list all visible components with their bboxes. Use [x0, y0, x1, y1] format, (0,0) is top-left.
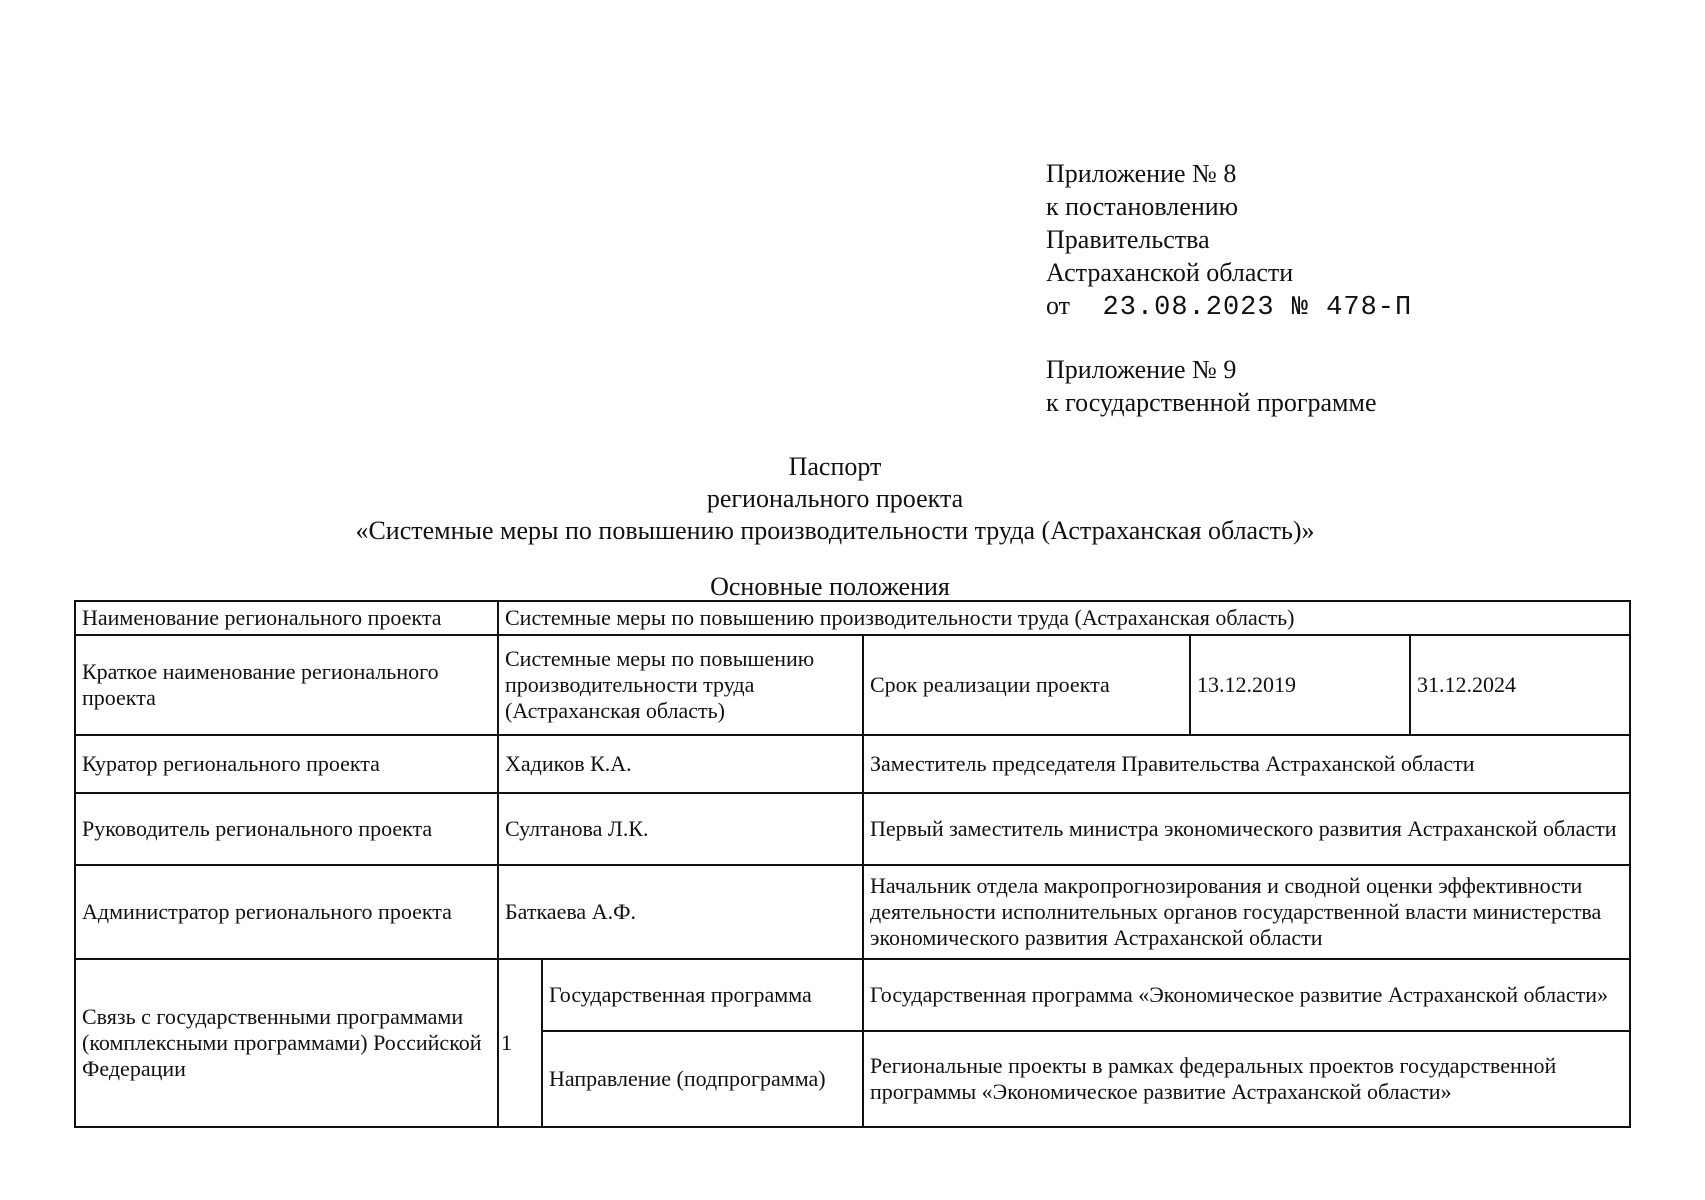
- curator-name: Хадиков К.А.: [498, 735, 863, 793]
- table-cell-label: Наименование регионального проекта: [75, 601, 498, 635]
- appendix-9-block: [1046, 353, 1377, 419]
- appendix-8-line: к постановлению: [1046, 192, 1239, 221]
- program-label: Государственная программа: [542, 959, 863, 1031]
- table-row: [75, 601, 1630, 635]
- term-label: Срок реализации проекта: [863, 635, 1190, 735]
- appendix-8-line: Правительства: [1046, 225, 1210, 254]
- table-cell-value: Системные меры по повышению производительности труда (Астраханская область): [498, 601, 1630, 635]
- section-heading: Основные положения: [710, 572, 950, 601]
- table-row: [75, 793, 1630, 865]
- start-date: 13.12.2019: [1190, 635, 1410, 735]
- title-line: «Системные меры по повышению производительности труда (Астраханская область)»: [355, 516, 1315, 545]
- curator-position: Заместитель председателя Правительства Астраханской области: [863, 735, 1630, 793]
- table-row: [75, 865, 1630, 959]
- decree-stamp: 23.08.2023 № 478-П: [1102, 293, 1413, 323]
- manager-position: Первый заместитель министра экономического развития Астраханской области: [863, 793, 1630, 865]
- decree-line: [1046, 289, 1412, 325]
- appendix-9-title: Приложение № 9: [1046, 355, 1237, 384]
- appendix-8-line: Астраханской области: [1046, 258, 1294, 287]
- title-line: Паспорт: [788, 452, 882, 481]
- title-line: регионального проекта: [706, 484, 964, 513]
- table-cell-label: Администратор регионального проекта: [75, 865, 498, 959]
- table-row: [75, 959, 1630, 1031]
- table-cell-label: Куратор регионального проекта: [75, 735, 498, 793]
- direction-label: Направление (подпрограмма): [542, 1031, 863, 1127]
- direction-value: Региональные проекты в рамках федеральных проектов государственной программы «Экономическое развитие Астраханской области»: [863, 1031, 1630, 1127]
- manager-name: Султанова Л.К.: [498, 793, 863, 865]
- table-cell-label: Руководитель регионального проекта: [75, 793, 498, 865]
- table-cell-value: Системные меры по повышению производительности труда (Астраханская область): [498, 635, 863, 735]
- appendix-8-block: [1046, 157, 1412, 325]
- row-number: 1: [498, 959, 542, 1127]
- administrator-position: Начальник отдела макропрогнозирования и сводной оценки эффективности деятельности исполнительных органов государственной власти министерства экономического развития Астраханской области: [863, 865, 1630, 959]
- table-cell-label: Краткое наименование регионального проекта: [75, 635, 498, 735]
- from-label: от: [1046, 291, 1071, 320]
- project-passport-table: [74, 600, 1631, 1128]
- appendix-8-title: Приложение № 8: [1046, 159, 1237, 188]
- document-title: [0, 451, 1670, 547]
- program-value: Государственная программа «Экономическое развитие Астраханской области»: [863, 959, 1630, 1031]
- table-row: [75, 635, 1630, 735]
- administrator-name: Баткаева А.Ф.: [498, 865, 863, 959]
- appendix-9-line: к государственной программе: [1046, 388, 1377, 417]
- table-cell-label: Связь с государственными программами (комплексными программами) Российской Федерации: [75, 959, 498, 1127]
- end-date: 31.12.2024: [1410, 635, 1630, 735]
- table-row: [75, 735, 1630, 793]
